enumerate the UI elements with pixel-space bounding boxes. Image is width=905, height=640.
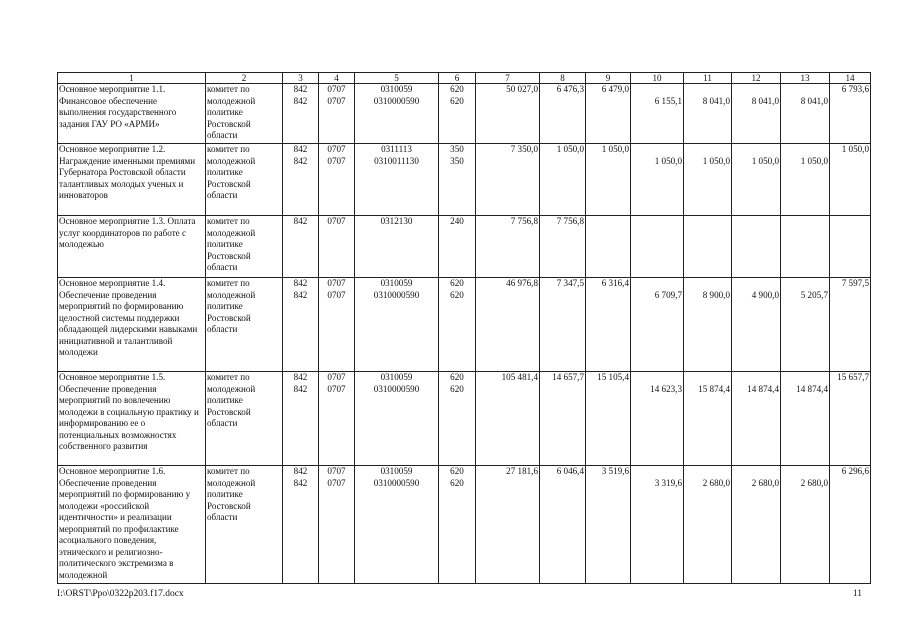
code-cell-c5: [355, 466, 439, 584]
amount-cell-c13: [781, 278, 830, 372]
budget-code: 350: [450, 144, 464, 154]
executor-name: комитет по молодежной политике Ростовской области: [207, 144, 256, 200]
amount-value: 14 623,3: [650, 383, 682, 394]
amount-cell-c11: [684, 216, 732, 278]
budget-code: 0707: [327, 372, 346, 382]
budget-code: 842: [293, 144, 308, 154]
measure-name-cell: [58, 278, 206, 372]
measure-name-cell: [58, 372, 206, 466]
amount-value: [733, 228, 779, 240]
code-cell-c6: [439, 84, 476, 144]
amount-cell-c14: [830, 144, 871, 216]
amount-value: 14 874,4: [747, 383, 779, 394]
budget-code: 620: [450, 477, 464, 488]
col-number: 2: [206, 73, 283, 84]
amount-value: 1 050,0: [841, 144, 869, 154]
code-cell-c3: [283, 278, 319, 372]
amount-cell-c12: [732, 278, 781, 372]
spacer: [733, 144, 779, 156]
code-cell-c3: [283, 466, 319, 584]
amount-value: 14 657,7: [552, 372, 584, 382]
budget-code: 620: [450, 372, 464, 382]
budget-code: 842: [293, 383, 308, 394]
col-number: 4: [319, 73, 355, 84]
budget-code: 0707: [327, 155, 346, 166]
col-number: 11: [684, 73, 732, 84]
amount-cell-c7: [476, 216, 540, 278]
table-row: [58, 216, 871, 278]
amount-value: 2 680,0: [751, 477, 779, 488]
code-cell-c6: [439, 466, 476, 584]
amount-cell-c7: [476, 466, 540, 584]
spacer: [733, 372, 779, 384]
amount-value: 14 874,4: [796, 383, 828, 394]
budget-code: 0310000590: [373, 477, 420, 488]
spacer: [782, 278, 828, 290]
budget-code: 842: [293, 278, 308, 288]
budget-code: 0310059: [380, 278, 413, 288]
amount-value: 1 050,0: [654, 155, 682, 166]
spacer: [782, 144, 828, 156]
amount-cell-c10: [631, 144, 684, 216]
amount-cell-c9: [586, 144, 631, 216]
budget-code: 0310000590: [373, 383, 420, 394]
code-cell-c5: [355, 144, 439, 216]
measure-name: Основное мероприятие 1.6. Обеспечение проведения мероприятий по формированию у молодежи «российской идентичности» и реализации мероприятий по профилактике асоциального поведения, этнического и религиозно-политического экстремизма в молодежной: [59, 466, 191, 580]
budget-code: 0707: [327, 95, 346, 106]
executor-name: комитет по молодежной политике Ростовской области: [207, 278, 256, 334]
col-number: 5: [355, 73, 439, 84]
amount-value: 4 900,0: [751, 289, 779, 300]
code-cell-c5: [355, 372, 439, 466]
amount-value: [587, 216, 629, 228]
amount-cell-c7: [476, 278, 540, 372]
measure-name-cell: [58, 466, 206, 584]
code-cell-c4: [319, 216, 355, 278]
amount-value: 6 046,4: [556, 466, 584, 476]
code-cell-c4: [319, 84, 355, 144]
amount-value: [632, 228, 682, 240]
spacer: [632, 466, 682, 478]
amount-cell-c11: [684, 84, 732, 144]
spacer: [733, 278, 779, 290]
col-number: 9: [586, 73, 631, 84]
spacer: [632, 278, 682, 290]
amount-cell-c9: [586, 466, 631, 584]
amount-value: [685, 228, 730, 240]
spacer: [685, 216, 730, 228]
budget-code: 0312130: [380, 216, 413, 226]
amount-value: 7 597,5: [841, 278, 869, 288]
budget-code: 240: [450, 216, 464, 226]
amount-value: 15 657,7: [837, 372, 869, 382]
file-path: I:\ORST\Ppo\0322p203.f17.docx: [57, 589, 184, 599]
measure-name: Основное мероприятие 1.2. Награждение именными премиями Губернатора Ростовской области талантливых молодых ученых и инноваторов: [59, 144, 196, 200]
budget-code: 0310000590: [373, 289, 420, 300]
amount-cell-c11: [684, 144, 732, 216]
amount-value: 6 155,1: [654, 95, 682, 106]
spacer: [632, 216, 682, 228]
amount-value: 50 027,0: [506, 84, 538, 94]
amount-cell-c8: [540, 144, 586, 216]
budget-code: 0311113: [381, 144, 412, 154]
amount-cell-c9: [586, 278, 631, 372]
code-cell-c4: [319, 144, 355, 216]
measure-name-cell: [58, 144, 206, 216]
budget-code: 620: [450, 383, 464, 394]
amount-value: 46 976,8: [506, 278, 538, 288]
budget-code: 620: [450, 84, 464, 94]
executor-cell: [206, 84, 283, 144]
amount-value: [831, 216, 869, 228]
spacer: [782, 84, 828, 96]
spacer: [733, 216, 779, 228]
budget-code: 0310059: [380, 84, 413, 94]
table-row: [58, 278, 871, 372]
measure-name-cell: [58, 84, 206, 144]
spacer: [632, 84, 682, 96]
amount-value: 3 319,6: [654, 477, 682, 488]
amount-cell-c9: [586, 216, 631, 278]
amount-value: 1 050,0: [556, 144, 584, 154]
code-cell-c3: [283, 216, 319, 278]
budget-code: 0310059: [380, 372, 413, 382]
amount-cell-c7: [476, 144, 540, 216]
amount-cell-c9: [586, 84, 631, 144]
amount-cell-c14: [830, 466, 871, 584]
amount-cell-c14: [830, 372, 871, 466]
spacer: [632, 144, 682, 156]
budget-code: 0310059: [380, 466, 413, 476]
budget-code: 0707: [327, 383, 346, 394]
budget-code: 842: [293, 372, 308, 382]
spacer: [733, 466, 779, 478]
code-cell-c5: [355, 84, 439, 144]
spacer: [782, 372, 828, 384]
amount-cell-c11: [684, 466, 732, 584]
amount-cell-c10: [631, 216, 684, 278]
executor-cell: [206, 278, 283, 372]
amount-cell-c8: [540, 372, 586, 466]
table-row: [58, 144, 871, 216]
amount-cell-c12: [732, 466, 781, 584]
col-number: 12: [732, 73, 781, 84]
budget-code: 842: [293, 466, 308, 476]
amount-cell-c13: [781, 216, 830, 278]
page-footer: [57, 589, 862, 599]
code-cell-c5: [355, 278, 439, 372]
page-number: 11: [852, 589, 862, 599]
spacer: [632, 372, 682, 384]
col-number: 7: [476, 73, 540, 84]
table-row: [58, 84, 871, 144]
amount-cell-c9: [586, 372, 631, 466]
amount-value: 7 347,5: [556, 278, 584, 288]
code-cell-c3: [283, 372, 319, 466]
budget-code: 620: [450, 278, 464, 288]
code-cell-c6: [439, 278, 476, 372]
budget-code: 842: [293, 216, 308, 226]
amount-value: 8 041,0: [800, 95, 828, 106]
measure-name: Основное мероприятие 1.1. Финансовое обеспечение выполнения государственного задания ГАУ РО «АРМИ»: [59, 84, 177, 129]
amount-value: 1 050,0: [800, 155, 828, 166]
executor-name: комитет по молодежной политике Ростовской области: [207, 372, 256, 428]
amount-value: 2 680,0: [800, 477, 828, 488]
budget-code: 350: [450, 155, 464, 166]
amount-value: 6 709,7: [654, 289, 682, 300]
budget-code: 842: [293, 95, 308, 106]
spacer: [782, 216, 828, 228]
col-number: 14: [830, 73, 871, 84]
amount-value: 6 316,4: [601, 278, 629, 288]
amount-cell-c12: [732, 372, 781, 466]
amount-value: 1 050,0: [702, 155, 730, 166]
amount-cell-c13: [781, 372, 830, 466]
budget-code: 0707: [327, 466, 346, 476]
budget-code: 0707: [327, 144, 346, 154]
budget-code: 620: [450, 289, 464, 300]
measure-name: Основное мероприятие 1.4. Обеспечение проведения мероприятий по формированию целостной системы поддержки обладающей лидерскими навыками инициативной и талантливой молодежи: [59, 278, 198, 357]
budget-code: 620: [450, 466, 464, 476]
budget-code: 0707: [327, 278, 346, 288]
budget-code: 842: [293, 155, 308, 166]
executor-cell: [206, 466, 283, 584]
executor-name: комитет по молодежной политике Ростовской области: [207, 84, 256, 140]
amount-cell-c13: [781, 144, 830, 216]
amount-cell-c14: [830, 216, 871, 278]
column-number-row: [58, 73, 871, 84]
amount-cell-c11: [684, 372, 732, 466]
amount-value: 105 481,4: [501, 372, 538, 382]
budget-code: 0707: [327, 84, 346, 94]
budget-code: 842: [293, 84, 308, 94]
executor-name: комитет по молодежной политике Ростовской области: [207, 466, 256, 522]
budget-code: 0707: [327, 289, 346, 300]
executor-cell: [206, 372, 283, 466]
budget-code: 842: [293, 477, 308, 488]
measure-name: Основное мероприятие 1.5. Обеспечение проведения мероприятий по вовлечению молодежи в социальную практику и информированию ее о потенциальных возможностях собственного развития: [59, 372, 199, 451]
amount-value: [782, 228, 828, 240]
executor-cell: [206, 216, 283, 278]
amount-cell-c13: [781, 466, 830, 584]
table-row: [58, 466, 871, 584]
code-cell-c3: [283, 84, 319, 144]
amount-cell-c10: [631, 278, 684, 372]
budget-code: 0707: [327, 216, 346, 226]
amount-value: 7 756,8: [556, 216, 584, 226]
amount-value: 6 476,3: [556, 84, 584, 94]
col-number: 6: [439, 73, 476, 84]
code-cell-c5: [355, 216, 439, 278]
amount-cell-c8: [540, 278, 586, 372]
amount-value: 7 756,8: [510, 216, 538, 226]
measure-name: Основное мероприятие 1.3. Оплата услуг координаторов по работе с молодежью: [59, 216, 196, 249]
amount-cell-c11: [684, 278, 732, 372]
amount-value: 2 680,0: [702, 477, 730, 488]
code-cell-c4: [319, 278, 355, 372]
col-number: 1: [58, 73, 206, 84]
amount-cell-c14: [830, 278, 871, 372]
spacer: [685, 278, 730, 290]
measure-name-cell: [58, 216, 206, 278]
amount-value: 6 793,6: [841, 84, 869, 94]
amount-cell-c13: [781, 84, 830, 144]
amount-cell-c7: [476, 372, 540, 466]
code-cell-c4: [319, 372, 355, 466]
amount-cell-c8: [540, 84, 586, 144]
amount-value: 6 479,0: [601, 84, 629, 94]
code-cell-c3: [283, 144, 319, 216]
amount-value: 1 050,0: [751, 155, 779, 166]
amount-value: 15 874,4: [698, 383, 730, 394]
spacer: [685, 466, 730, 478]
spacer: [733, 84, 779, 96]
amount-value: 3 519,6: [601, 466, 629, 476]
code-cell-c6: [439, 216, 476, 278]
amount-value: 8 900,0: [702, 289, 730, 300]
code-cell-c6: [439, 372, 476, 466]
code-cell-c4: [319, 466, 355, 584]
spacer: [685, 372, 730, 384]
amount-cell-c14: [830, 84, 871, 144]
budget-table-sheet: [57, 72, 869, 584]
amount-cell-c7: [476, 84, 540, 144]
executor-cell: [206, 144, 283, 216]
col-number: 10: [631, 73, 684, 84]
spacer: [685, 84, 730, 96]
amount-value: 8 041,0: [751, 95, 779, 106]
col-number: 8: [540, 73, 586, 84]
amount-cell-c12: [732, 216, 781, 278]
amount-value: 7 350,0: [510, 144, 538, 154]
amount-value: 15 105,4: [597, 372, 629, 382]
amount-value: 27 181,6: [506, 466, 538, 476]
amount-cell-c8: [540, 466, 586, 584]
budget-code: 842: [293, 289, 308, 300]
amount-value: 6 296,6: [841, 466, 869, 476]
amount-cell-c10: [631, 372, 684, 466]
amount-cell-c10: [631, 466, 684, 584]
executor-name: комитет по молодежной политике Ростовской области: [207, 216, 256, 272]
spacer: [685, 144, 730, 156]
amount-value: 5 205,7: [800, 289, 828, 300]
amount-cell-c10: [631, 84, 684, 144]
table-body: [58, 73, 871, 584]
budget-code: 620: [450, 95, 464, 106]
col-number: 13: [781, 73, 830, 84]
budget-code: 0310000590: [373, 95, 420, 106]
budget-code: 0707: [327, 477, 346, 488]
spacer: [782, 466, 828, 478]
code-cell-c6: [439, 144, 476, 216]
budget-code: 0310011130: [374, 155, 419, 166]
amount-cell-c12: [732, 84, 781, 144]
amount-cell-c8: [540, 216, 586, 278]
amount-cell-c12: [732, 144, 781, 216]
table-row: [58, 372, 871, 466]
amount-value: 8 041,0: [702, 95, 730, 106]
col-number: 3: [283, 73, 319, 84]
budget-table: [57, 72, 871, 584]
amount-value: 1 050,0: [601, 144, 629, 154]
